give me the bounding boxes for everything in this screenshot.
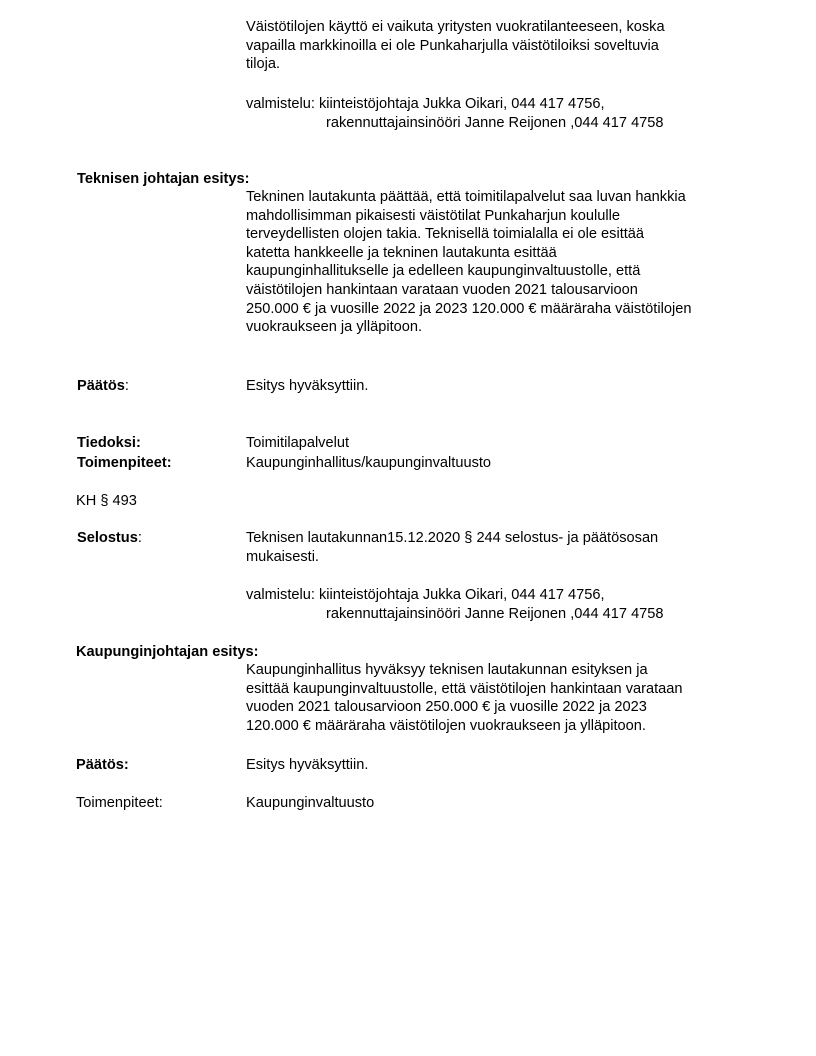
proposal-line: katetta hankkeelle ja tekninen lautakunta esittää: [246, 244, 557, 261]
proposal-line: esittää kaupunginvaltuustolle, että väistötilojen hankintaan varataan: [246, 680, 683, 697]
proposal-line: Tekninen lautakunta päättää, että toimitilapalvelut saa luvan hankkia: [246, 189, 686, 205]
proposal-line: vuokraukseen ja ylläpitoon.: [246, 319, 423, 336]
decision-label-2: Päätös:: [76, 757, 129, 773]
description-paragraph: [246, 529, 746, 566]
description-line: mukaisesti.: [246, 548, 319, 565]
preparation-line: rakennuttajainsinööri Janne Reijonen ,044 417 4758: [326, 605, 664, 622]
preparation-line: rakennuttajainsinööri Janne Reijonen ,044 417 4758: [326, 114, 664, 131]
proposal-line: väistötilojen hankintaan varataan vuoden 2021 talousarvioon: [246, 281, 638, 298]
tech-proposal-paragraph: [246, 188, 746, 337]
mayor-proposal-heading: Kaupunginjohtajan esitys:: [76, 644, 259, 660]
notice-label: Tiedoksi:: [77, 435, 141, 451]
preparation-block-2: [246, 586, 746, 623]
mayor-proposal-paragraph: [246, 661, 746, 735]
proposal-line: Kaupunginhallitus hyväksyy teknisen lautakunnan esityksen ja: [246, 662, 648, 678]
proposal-line: kaupunginhallitukselle ja edelleen kaupunginvaltuustolle, että: [246, 263, 641, 280]
decision-label-text: Päätös: [77, 378, 125, 394]
preparation-block-1: [246, 95, 746, 132]
intro-line: tiloja.: [246, 56, 281, 73]
proposal-line: mahdollisimman pikaisesti väistötilat Punkaharjun koululle: [246, 207, 620, 224]
preparation-line: valmistelu: kiinteistöjohtaja Jukka Oikari, 044 417 4756,: [246, 96, 605, 112]
decision-label-1: [77, 377, 129, 396]
actions-label-2: Toimenpiteet:: [76, 795, 163, 811]
proposal-line: 120.000 € määräraha väistötilojen vuokraukseen ja ylläpitoon.: [246, 717, 646, 734]
actions-text-2: Kaupunginvaltuusto: [246, 795, 375, 811]
proposal-line: vuoden 2021 talousarvioon 250.000 € ja vuosille 2022 ja 2023: [246, 699, 647, 716]
proposal-line: terveydellisten olojen takia. Teknisellä toimialalla ei ole esittää: [246, 226, 645, 243]
actions-label-1: Toimenpiteet:: [77, 455, 172, 471]
description-label: [77, 529, 142, 548]
decision-text-1: Esitys hyväksyttiin.: [246, 378, 369, 394]
description-line: Teknisen lautakunnan15.12.2020 § 244 selostus- ja päätösosan: [246, 530, 659, 546]
notice-text: Toimitilapalvelut: [246, 435, 350, 451]
actions-text-1: Kaupunginhallitus/kaupunginvaltuusto: [246, 455, 492, 471]
tech-proposal-heading: Teknisen johtajan esitys:: [77, 171, 250, 187]
kh-section-reference: KH § 493: [76, 493, 137, 509]
intro-paragraph: [246, 18, 746, 74]
description-label-text: Selostus: [77, 530, 138, 546]
intro-line: Väistötilojen käyttö ei vaikuta yritysten vuokratilanteeseen, koska: [246, 19, 665, 35]
proposal-line: 250.000 € ja vuosille 2022 ja 2023 120.000 € määräraha väistötilojen: [246, 300, 692, 317]
decision-label-colon: :: [124, 378, 129, 394]
preparation-line: valmistelu: kiinteistöjohtaja Jukka Oikari, 044 417 4756,: [246, 587, 605, 603]
intro-line: vapailla markkinoilla ei ole Punkaharjulla väistötiloiksi soveltuvia: [246, 37, 659, 54]
decision-text-2: Esitys hyväksyttiin.: [246, 757, 369, 773]
description-label-colon: :: [137, 530, 142, 546]
